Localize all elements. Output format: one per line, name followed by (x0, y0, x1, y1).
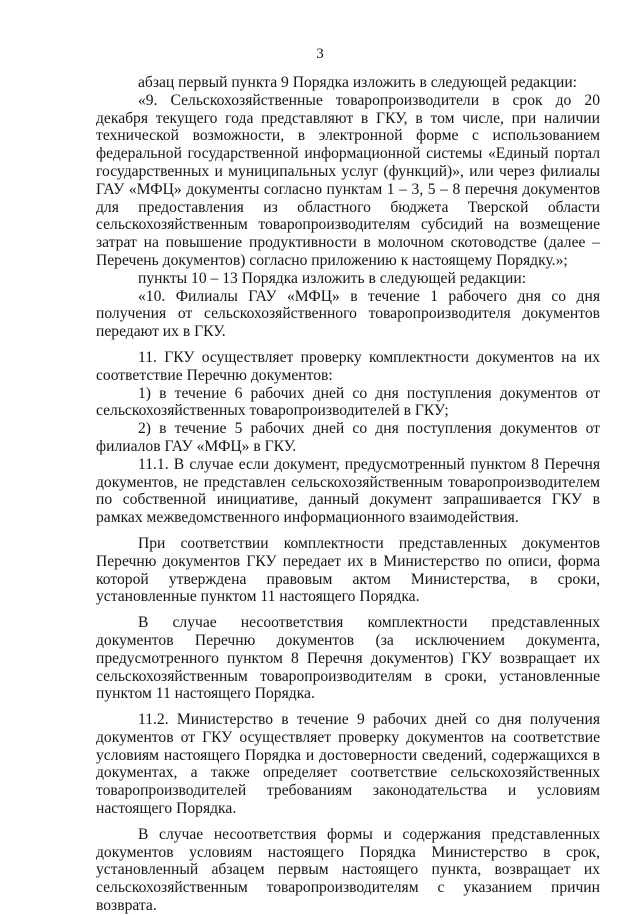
paragraph-point-11-1-incompleteness: В случае несоответствия комплектности представленных документов Перечню документов (за исключением документа, предусмотренного пунктом 8 Перечня документов) ГКУ возвращает их сельскохозяйственным товаропроизводителям в сроки, установленные пунктом 11 настоящего Порядка. (96, 614, 600, 703)
paragraph-point-11-1-completeness: При соответствии комплектности представленных документов Перечню документов ГКУ передает их в Министерство по описи, форма которой утверждена правовым актом Министерства, в сроки, установленные пунктом 11 настоящего Порядка. (96, 534, 600, 606)
document-body (96, 74, 600, 915)
paragraph-point-11-2-return: В случае несоответствия формы и содержания представленных документов условиям настоящего Порядка Министерство в срок, установленный абзацем первым настоящего пункта, возвращает их сельскохозяйственным товаропроизводителям с указанием причин возврата. (96, 825, 600, 915)
paragraph-point-10: «10. Филиалы ГАУ «МФЦ» в течение 1 рабочего дня со дня получения от сельскохозяйственного товаропроизводителя документов передают их в ГКУ. (96, 287, 600, 341)
paragraph-amendment-intro-10-13: пункты 10 – 13 Порядка изложить в следующей редакции: (138, 269, 527, 287)
paragraph-point-11-1: 11.1. В случае если документ, предусмотренный пунктом 8 Перечня документов, не представлен сельскохозяйственным товаропроизводителем по собственной инициативе, данный документ запрашивается ГКУ в рамках межведомственного информационного взаимодействия. (96, 455, 600, 527)
paragraph-point-11: 11. ГКУ осуществляет проверку комплектности документов на их соответствие Перечню документов: (96, 348, 600, 384)
paragraph-point-9: «9. Сельскохозяйственные товаропроизводители в срок до 20 декабря текущего года представляют в ГКУ, в том числе, при наличии технической возможности, в электронной форме с использованием федеральной государственной информационной системы «Единый портал государственных и муниципальных услуг (функций)», или через филиалы ГАУ «МФЦ» документы согласно пунктам 1 – 3, 5 – 8 перечня документов для предоставления из областного бюджета Тверской области сельскохозяйственным товаропроизводителям субсидий на возмещение затрат на повышение продуктивности в молочном скотоводстве (далее – Перечень документов) согласно приложению к настоящему Порядку.»; (96, 91, 600, 269)
paragraph-point-11-item-1: 1) в течение 6 рабочих дней со дня поступления документов от сельскохозяйственных товаропроизводителей в ГКУ; (96, 384, 600, 420)
page-number: 3 (316, 46, 324, 62)
paragraph-point-11-item-2: 2) в течение 5 рабочих дней со дня поступления документов от филиалов ГАУ «МФЦ» в ГКУ. (96, 420, 600, 455)
paragraph-point-11-2: 11.2. Министерство в течение 9 рабочих дней со дня получения документов от ГКУ осуществляет проверку документов на соответствие условиям настоящего Порядка и достоверности сведений, содержащихся в документах, а также определяет соответствие сельскохозяйственных товаропроизводителей требованиям законодательства и условиям настоящего Порядка. (96, 711, 600, 818)
paragraph-amendment-intro-9: абзац первый пункта 9 Порядка изложить в следующей редакции: (138, 74, 578, 91)
